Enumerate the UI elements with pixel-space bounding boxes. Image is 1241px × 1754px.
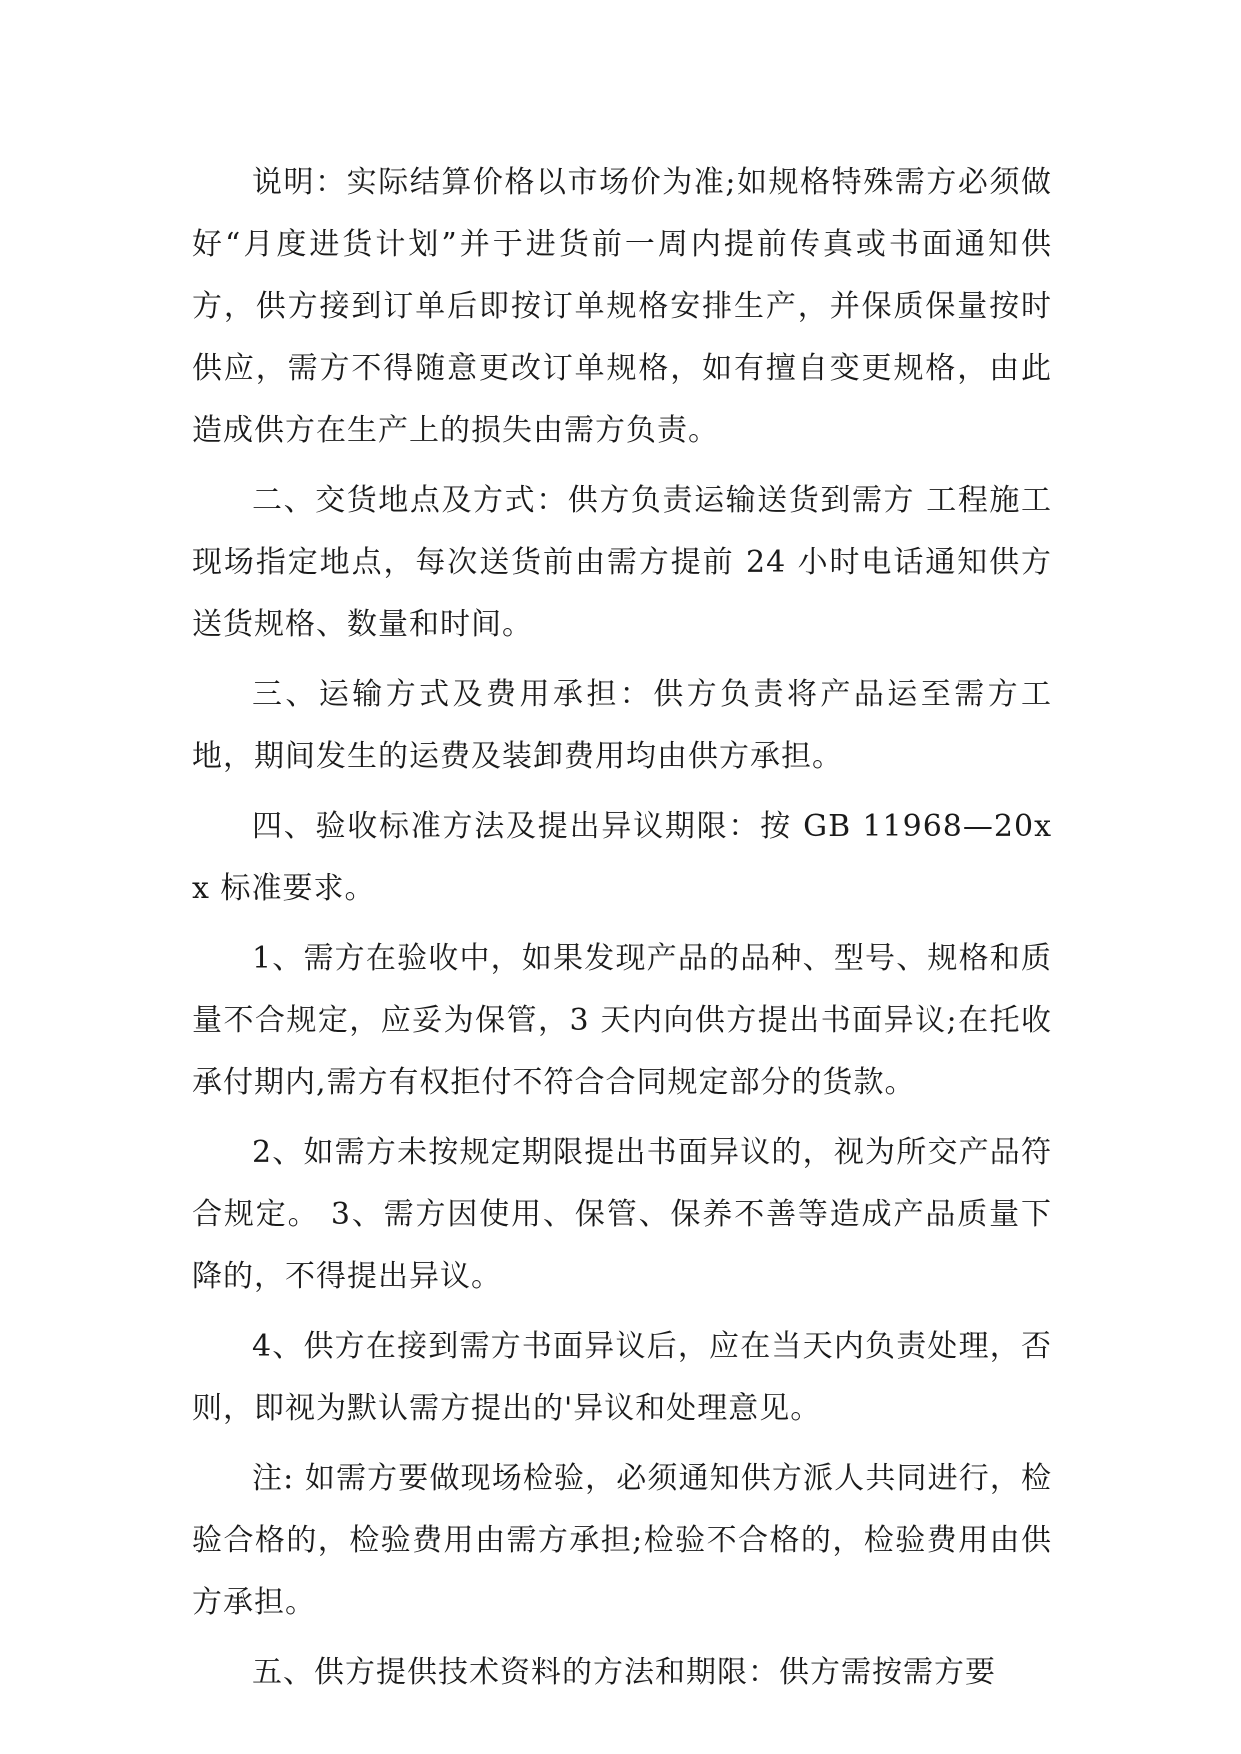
paragraph-clause-4: 4、供方在接到需方书面异议后，应在当天内负责处理，否则，即视为默认需方提出的'异议和处理意见。 [192,1329,1052,1426]
paragraph-inspection-note: 注: 如需方要做现场检验，必须通知供方派人共同进行，检验合格的，检验费用由需方承担;检验不合格的，检验费用由供方承担。 [192,1461,1052,1620]
paragraph-transport-cost: 三、运输方式及费用承担：供方负责将产品运至需方工地，期间发生的运费及装卸费用均由供方承担。 [192,677,1052,774]
paragraph-clause-1: 1、需方在验收中，如果发现产品的品种、型号、规格和质量不合规定，应妥为保管，3 天内向供方提出书面异议;在托收承付期内,需方有权拒付不符合合同规定部分的货款。 [192,941,1052,1100]
paragraph-acceptance-standard: 四、验收标准方法及提出异议期限：按 GB 11968—20xx 标准要求。 [192,809,1052,906]
paragraph-technical-docs: 五、供方提供技术资料的方法和期限：供方需按需方要 [252,1655,996,1690]
paragraph-clause-2-3: 2、如需方未按规定期限提出书面异议的，视为所交产品符合规定。 3、需方因使用、保管、保养不善等造成产品质量下降的，不得提出异议。 [192,1135,1052,1294]
paragraph-delivery-location: 二、交货地点及方式：供方负责运输送货到需方 工程施工现场指定地点，每次送货前由需方提前 24 小时电话通知供方送货规格、数量和时间。 [192,483,1052,642]
document-page [192,152,1052,1712]
paragraph-pricing-note: 说明：实际结算价格以市场价为准;如规格特殊需方必须做好“月度进货计划”并于进货前一周内提前传真或书面通知供方，供方接到订单后即按订单规格安排生产，并保质保量按时供应，需方不得随意更改订单规格，如有擅自变更规格，由此造成供方在生产上的损失由需方负责。 [192,165,1052,448]
